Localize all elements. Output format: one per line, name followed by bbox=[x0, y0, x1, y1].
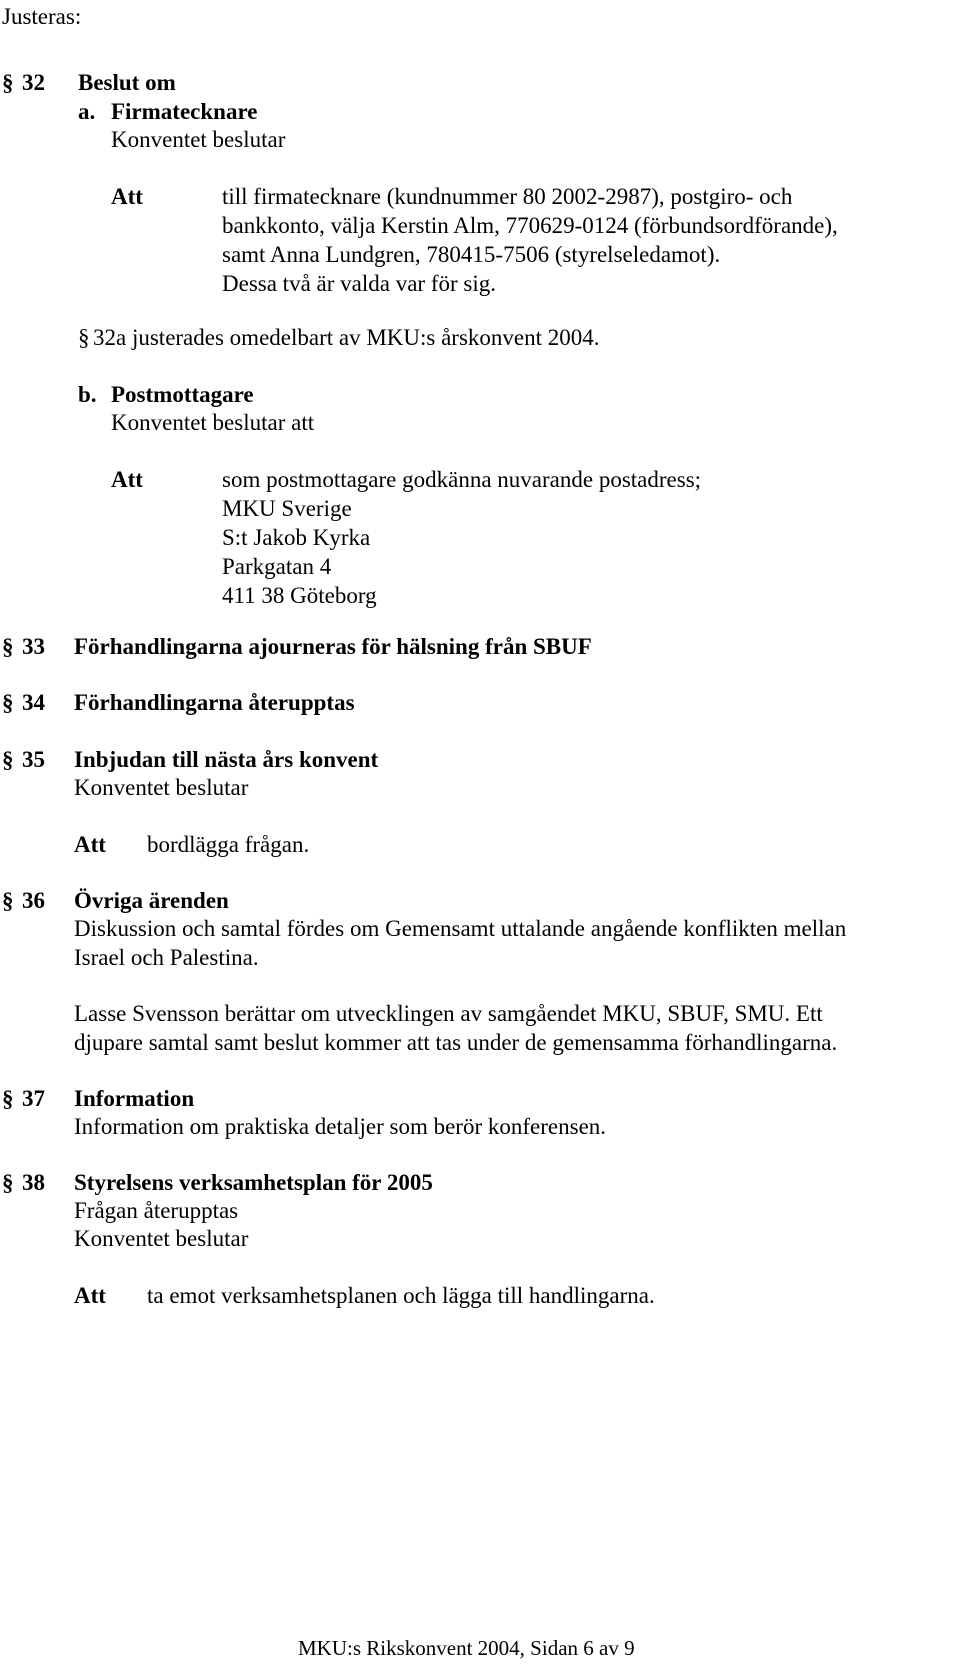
item-letter-a: a. bbox=[78, 99, 96, 124]
att-label: Att bbox=[74, 832, 106, 857]
justeras-label: Justeras: bbox=[2, 4, 82, 29]
section-symbol: § bbox=[2, 888, 14, 913]
section-title-36: Övriga ärenden bbox=[74, 888, 229, 913]
section-title-35: Inbjudan till nästa års konvent bbox=[74, 747, 379, 772]
information-text: Information om praktiska detaljer som berör konferensen. bbox=[74, 1114, 607, 1139]
decision-intro: Konventet beslutar bbox=[111, 127, 286, 152]
section-number-38: 38 bbox=[22, 1170, 45, 1195]
att-label: Att bbox=[111, 467, 143, 492]
section-number-34: 34 bbox=[22, 690, 45, 715]
resumed-note: Frågan återupptas bbox=[74, 1198, 239, 1223]
section-symbol: § bbox=[78, 325, 90, 350]
justification-note: 32a justerades omedelbart av MKU:s årskonvent 2004. bbox=[93, 325, 600, 350]
section-symbol: § bbox=[2, 1086, 14, 1111]
section-title-37: Information bbox=[74, 1086, 195, 1111]
section-title-38: Styrelsens verksamhetsplan för 2005 bbox=[74, 1170, 433, 1195]
item-title-postmottagare: Postmottagare bbox=[111, 382, 254, 407]
section-title-34: Förhandlingarna återupptas bbox=[74, 690, 355, 715]
section-title-33: Förhandlingarna ajourneras för hälsning från SBUF bbox=[74, 634, 592, 659]
att-label: Att bbox=[74, 1283, 106, 1308]
paragraph-merger: Lasse Svensson berättar om utvecklingen av samgåendet MKU, SBUF, SMU. Ett djupare samtal samt beslut kommer att tas under de gemensamma förhandlingarna. bbox=[74, 1001, 838, 1055]
section-number-35: 35 bbox=[22, 747, 45, 772]
decision-text: bordlägga frågan. bbox=[147, 832, 310, 857]
section-symbol: § bbox=[2, 690, 14, 715]
att-label: Att bbox=[111, 184, 143, 209]
section-number-32: 32 bbox=[22, 70, 45, 95]
section-symbol: § bbox=[2, 634, 14, 659]
item-letter-b: b. bbox=[78, 382, 97, 407]
decision-text-postmottagare: som postmottagare godkänna nuvarande postadress; MKU Sverige S:t Jakob Kyrka Parkgatan 4 411 38 Göteborg bbox=[222, 467, 702, 608]
section-symbol: § bbox=[2, 747, 14, 772]
section-number-37: 37 bbox=[22, 1086, 45, 1111]
page-footer: MKU:s Rikskonvent 2004, Sidan 6 av 9 bbox=[298, 1636, 635, 1660]
decision-text: ta emot verksamhetsplanen och lägga till handlingarna. bbox=[147, 1283, 655, 1308]
section-number-33: 33 bbox=[22, 634, 45, 659]
decision-intro: Konventet beslutar bbox=[74, 1226, 249, 1251]
paragraph-discussion: Diskussion och samtal fördes om Gemensamt uttalande angående konflikten mellan Israel och Palestina. bbox=[74, 916, 847, 970]
decision-text-firmatecknare: till firmatecknare (kundnummer 80 2002-2987), postgiro- och bankkonto, välja Kerstin Alm, 770629-0124 (förbundsordförande), samt Anna Lundgren, 780415-7506 (styrelseledamot). Dessa två är valda var för sig. bbox=[222, 184, 838, 296]
section-title-32: Beslut om bbox=[78, 70, 176, 95]
section-symbol: § bbox=[2, 1170, 14, 1195]
decision-intro: Konventet beslutar bbox=[74, 775, 249, 800]
section-symbol: § bbox=[2, 70, 14, 95]
item-title-firmatecknare: Firmatecknare bbox=[111, 99, 258, 124]
decision-intro: Konventet beslutar att bbox=[111, 410, 315, 435]
section-number-36: 36 bbox=[22, 888, 45, 913]
